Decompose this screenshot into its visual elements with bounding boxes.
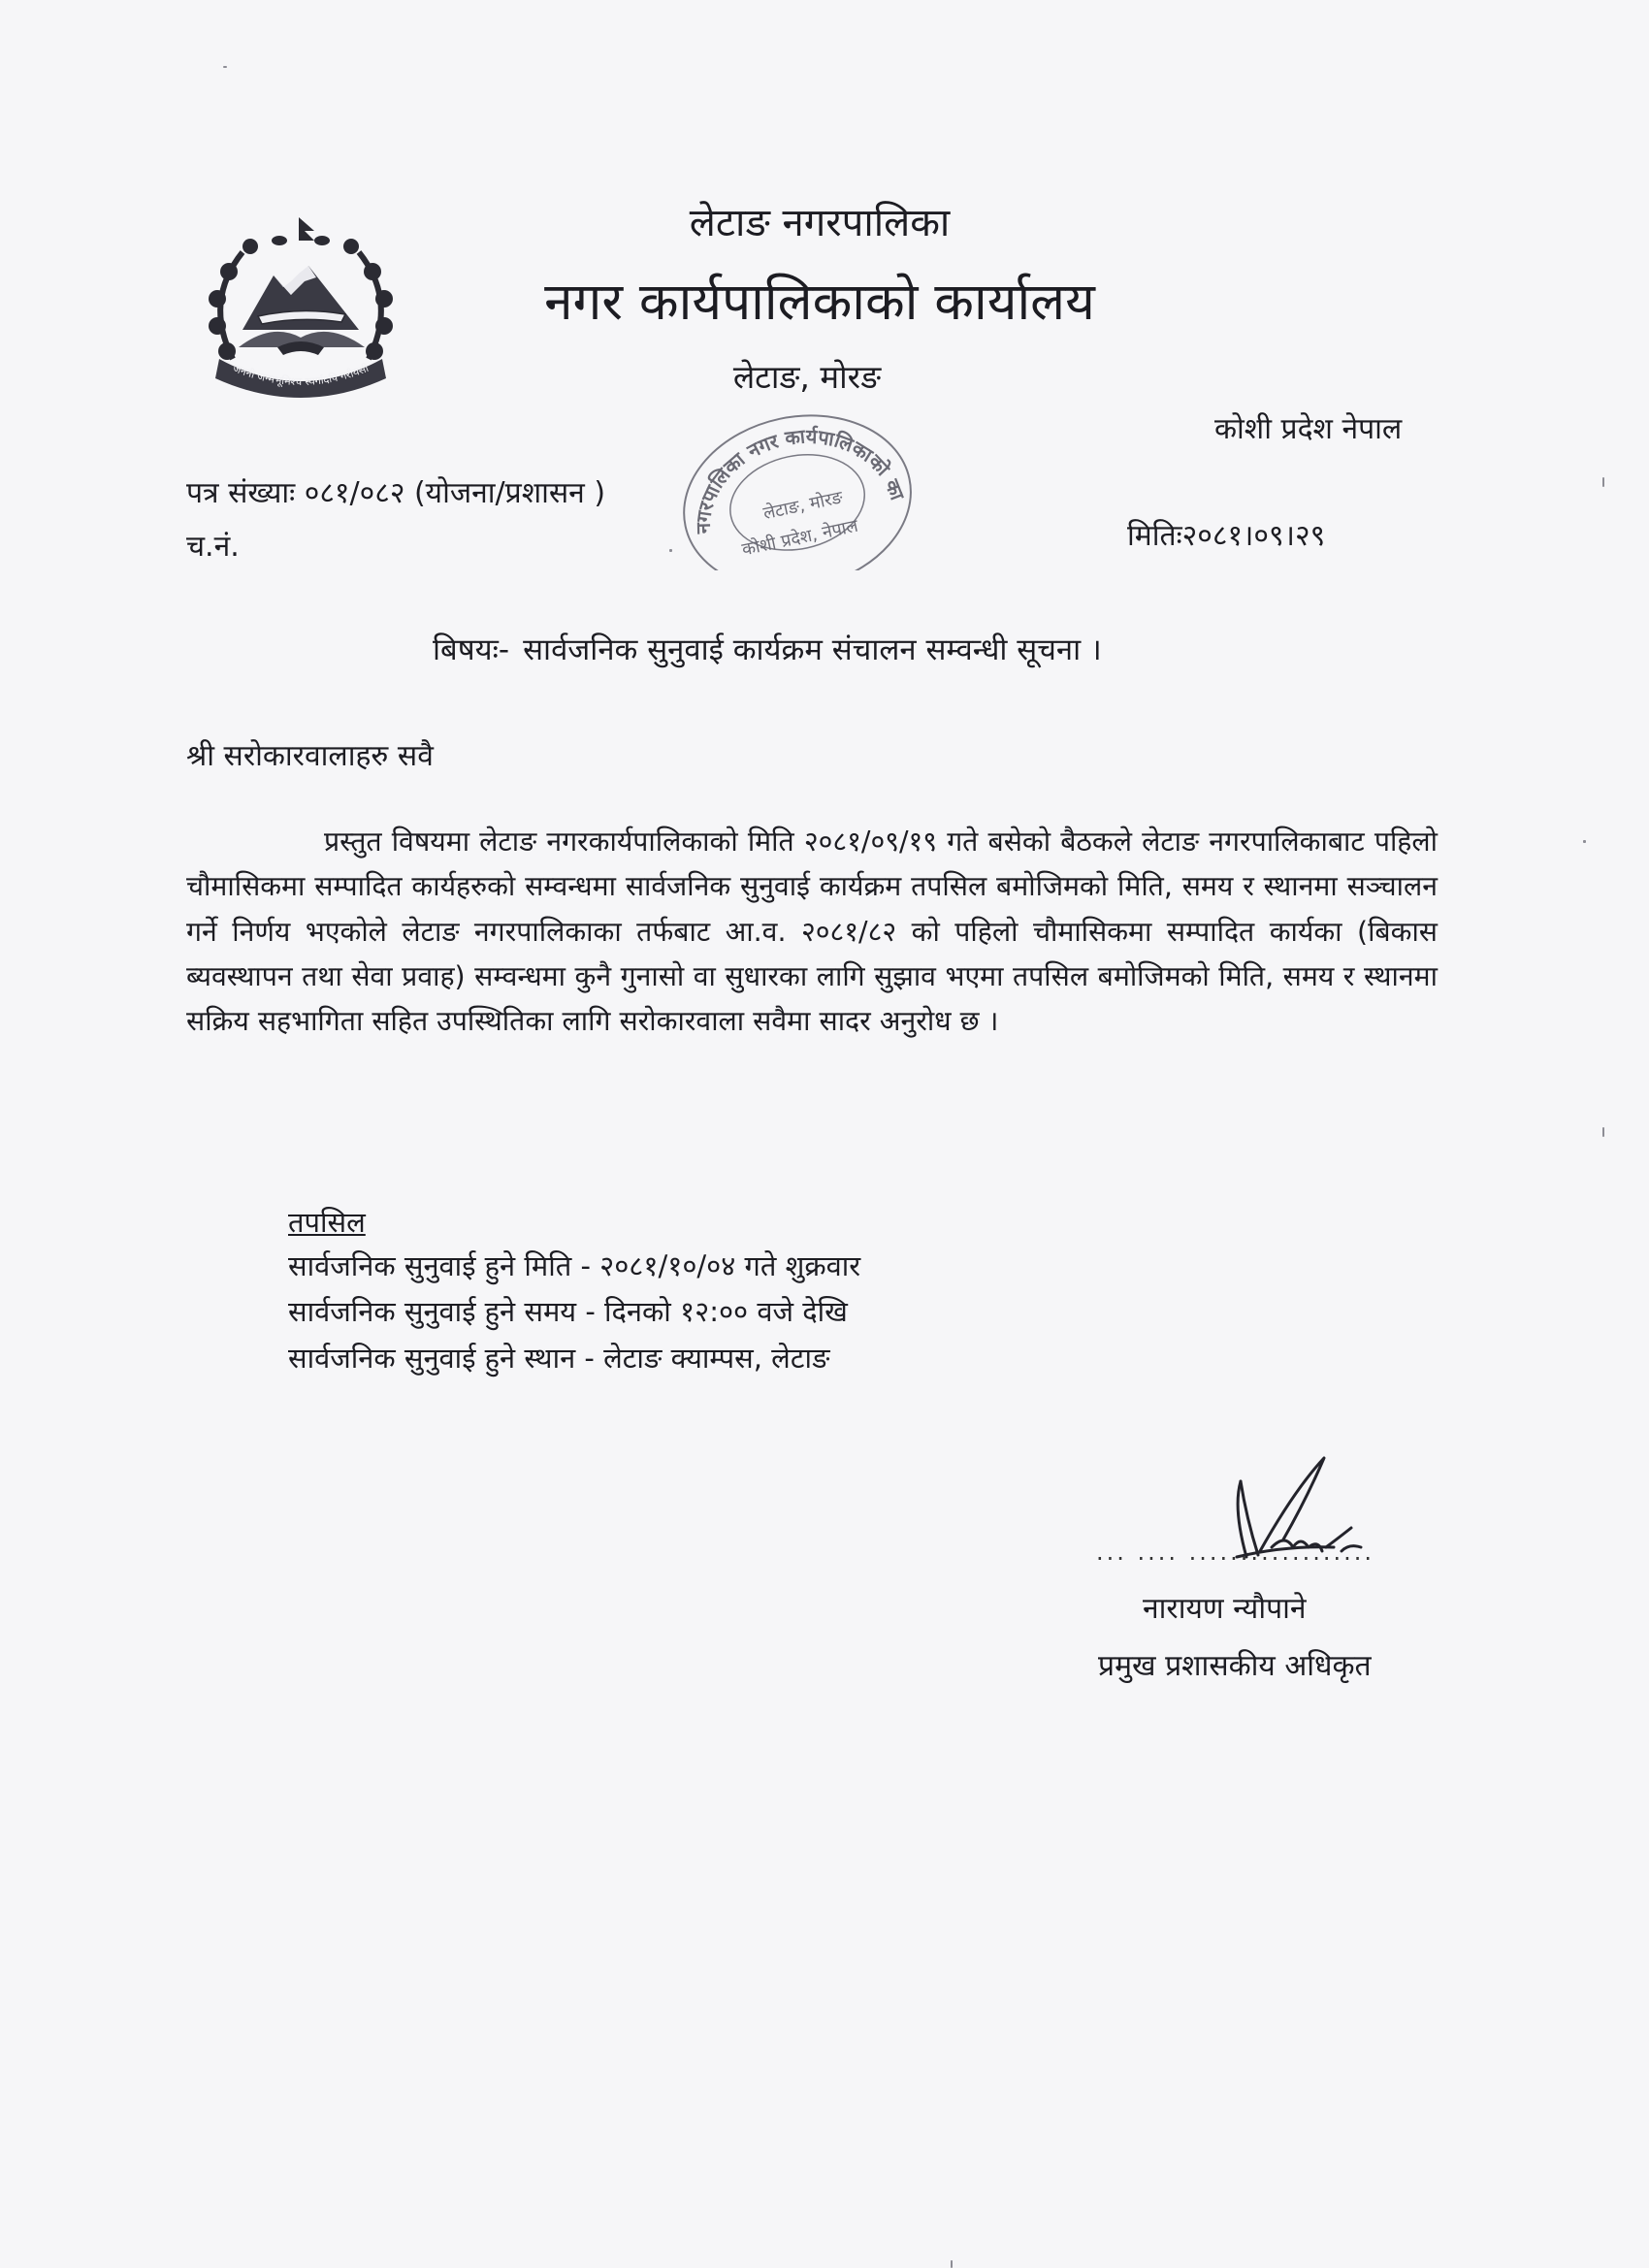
letter-reference-number: पत्र संख्याः ०८१/०८२ (योजना/प्रशासन ): [186, 476, 606, 510]
nepal-emblem: [194, 213, 407, 407]
subject-line: [433, 629, 1102, 669]
letter-date: मितिः२०८१।०९।२९: [1127, 519, 1326, 553]
seal-center-line1: लेटाङ, मोरङ: [761, 487, 845, 525]
schedule-time-line: सार्वजनिक सुनुवाई हुने समय - दिनको १२:०० वजे देखि: [288, 1295, 848, 1328]
schedule-venue-line: सार्वजनिक सुनुवाई हुने स्थान - लेटाङ क्याम्पस, लेटाङ: [288, 1342, 830, 1375]
dispatch-number-label: च.नं.: [186, 530, 240, 564]
body-paragraph: प्रस्तुत विषयमा लेटाङ नगरकार्यपालिकाको मिति २०८१/०९/१९ गते बसेको बैठकले लेटाङ नगरपालिकाबाट पहिलो चौमासिकमा सम्पादित कार्यहरुको सम्वन्धमा सार्वजनिक सुनुवाई कार्यक्रम तपसिल बमोजिमको मिति, समय र स्थानमा सञ्चालन गर्ने निर्णय भएकोले लेटाङ नगरपालिकाका तर्फबाट आ.व. २०८१/८२ को पहिलो चौमासिकमा सम्पादित कार्यका (बिकास ब्यवस्थापन तथा सेवा प्रवाह) सम्वन्धमा कुनै गुनासो वा सुधारका लागि सुझाव भएमा तपसिल बमोजिमको मिति, समय र स्थानमा सक्रिय सहभागिता सहित उपस्थितिका लागि सरोकारवाला सवैमा सादर अनुरोध छ ।: [186, 826, 1438, 1038]
schedule-title: तपसिल: [288, 1206, 366, 1239]
scan-speck: [1602, 477, 1604, 487]
scan-speck: [223, 66, 227, 68]
scan-speck: [669, 549, 672, 552]
scan-speck: [1583, 840, 1586, 843]
office-seal: [665, 405, 927, 570]
municipality-name: लेटाङ नगरपालिका: [689, 201, 951, 245]
office-location: लेटाङ, मोरङ: [732, 358, 882, 396]
seal-ring-text: नगरपालिका नगर कार्यपालिकाको कार्यालय: [691, 424, 910, 535]
scan-speck: [1602, 1127, 1604, 1137]
province-name: कोशी प्रदेश नेपाल: [1214, 412, 1403, 446]
emblem-caption: जननी जन्मभूमिश्च स्वर्गादपि गरीयसी: [231, 361, 371, 389]
signatory-designation: प्रमुख प्रशासकीय अधिकृत: [1098, 1649, 1372, 1683]
handwritten-signature: [1179, 1450, 1392, 1591]
subject-label: बिषयः-: [433, 632, 510, 667]
addressee: श्री सरोकारवालाहरु सवै: [186, 739, 434, 773]
seal-center-line2: कोशी प्रदेश, नेपाल: [740, 515, 860, 561]
subject-text: सार्वजनिक सुनुवाई कार्यक्रम संचालन सम्वन्धी सूचना ।: [523, 632, 1102, 667]
office-name: नगर कार्यपालिकाको कार्यालय: [544, 273, 1095, 332]
scan-speck: [951, 2260, 953, 2268]
signatory-name: नारायण न्यौपाने: [1143, 1592, 1307, 1626]
schedule-date-line: सार्वजनिक सुनुवाई हुने मिति - २०८१/१०/०४ गते शुक्रवार: [288, 1249, 861, 1282]
signature-dotted-line: ... .... ..................: [1096, 1539, 1374, 1566]
